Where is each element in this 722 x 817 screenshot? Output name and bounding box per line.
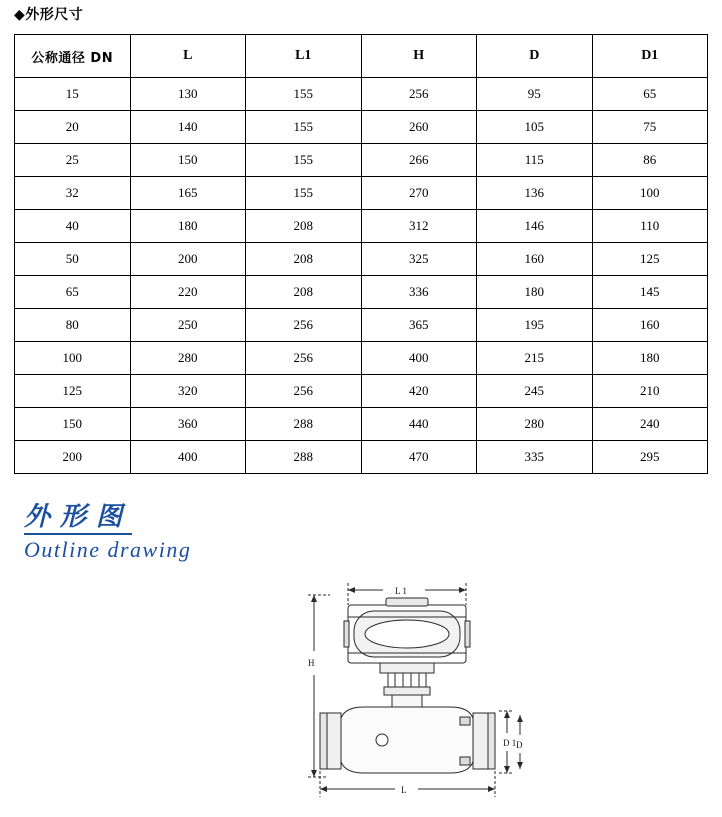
cell-l: 400 xyxy=(130,441,246,474)
cell-dn: 20 xyxy=(15,111,131,144)
cell-h: 336 xyxy=(361,276,477,309)
cell-d1: 180 xyxy=(592,342,708,375)
page-title: ◆外形尺寸 xyxy=(14,7,84,23)
cell-dn: 80 xyxy=(15,309,131,342)
cell-dn: 100 xyxy=(15,342,131,375)
cell-l1: 155 xyxy=(246,177,362,210)
cell-h: 400 xyxy=(361,342,477,375)
cell-d: 245 xyxy=(477,375,593,408)
cell-dn: 32 xyxy=(15,177,131,210)
table-row xyxy=(15,441,708,474)
table-row xyxy=(15,177,708,210)
cell-h: 470 xyxy=(361,441,477,474)
cell-d1: 145 xyxy=(592,276,708,309)
outline-title-cn: 外形图 xyxy=(24,502,132,535)
cell-l1: 208 xyxy=(246,210,362,243)
column-header-l: L xyxy=(130,35,246,78)
cell-d: 180 xyxy=(477,276,593,309)
column-header-h: H xyxy=(361,35,477,78)
cell-dn: 125 xyxy=(15,375,131,408)
cell-l: 200 xyxy=(130,243,246,276)
cell-l1: 256 xyxy=(246,375,362,408)
cell-h: 325 xyxy=(361,243,477,276)
cell-dn: 65 xyxy=(15,276,131,309)
cell-dn: 50 xyxy=(15,243,131,276)
dimension-label-l: L xyxy=(401,785,407,795)
table-row xyxy=(15,309,708,342)
dimension-label-d: D xyxy=(516,740,523,750)
cell-d1: 65 xyxy=(592,78,708,111)
cell-l: 220 xyxy=(130,276,246,309)
cell-d1: 125 xyxy=(592,243,708,276)
cell-h: 312 xyxy=(361,210,477,243)
cell-l: 150 xyxy=(130,144,246,177)
cell-d: 95 xyxy=(477,78,593,111)
cell-d1: 160 xyxy=(592,309,708,342)
cell-l1: 256 xyxy=(246,309,362,342)
table-row xyxy=(15,111,708,144)
cell-dn: 200 xyxy=(15,441,131,474)
table-row xyxy=(15,408,708,441)
table-row xyxy=(15,144,708,177)
cell-d1: 75 xyxy=(592,111,708,144)
cell-d1: 210 xyxy=(592,375,708,408)
cell-l: 320 xyxy=(130,375,246,408)
dimension-label-d1: D 1 xyxy=(503,738,517,748)
column-header-d: D xyxy=(477,35,593,78)
cell-l1: 208 xyxy=(246,243,362,276)
dimensions-table xyxy=(14,34,708,474)
table-header-row xyxy=(15,35,708,78)
cell-h: 256 xyxy=(361,78,477,111)
cell-l: 130 xyxy=(130,78,246,111)
column-header-l1: L1 xyxy=(246,35,362,78)
cell-l1: 288 xyxy=(246,408,362,441)
table-row xyxy=(15,342,708,375)
cell-l: 280 xyxy=(130,342,246,375)
cell-d: 105 xyxy=(477,111,593,144)
cell-dn: 150 xyxy=(15,408,131,441)
table-row xyxy=(15,243,708,276)
dimension-label-l1: L 1 xyxy=(395,586,407,596)
outline-drawing-title xyxy=(24,502,191,563)
cell-l1: 256 xyxy=(246,342,362,375)
cell-dn: 25 xyxy=(15,144,131,177)
outline-title-en: Outline drawing xyxy=(24,537,192,562)
cell-d: 215 xyxy=(477,342,593,375)
cell-l: 360 xyxy=(130,408,246,441)
cell-d1: 295 xyxy=(592,441,708,474)
cell-d: 136 xyxy=(477,177,593,210)
cell-h: 270 xyxy=(361,177,477,210)
cell-d: 195 xyxy=(477,309,593,342)
table-row xyxy=(15,78,708,111)
cell-dn: 15 xyxy=(15,78,131,111)
cell-l: 180 xyxy=(130,210,246,243)
valve-outline-svg xyxy=(300,565,560,810)
cell-l1: 155 xyxy=(246,78,362,111)
cell-l1: 155 xyxy=(246,111,362,144)
cell-d: 146 xyxy=(477,210,593,243)
cell-h: 365 xyxy=(361,309,477,342)
cell-h: 266 xyxy=(361,144,477,177)
cell-d: 115 xyxy=(477,144,593,177)
outline-drawing-figure xyxy=(300,565,560,810)
cell-d: 160 xyxy=(477,243,593,276)
cell-l: 165 xyxy=(130,177,246,210)
cell-d: 335 xyxy=(477,441,593,474)
cell-h: 440 xyxy=(361,408,477,441)
cell-l: 140 xyxy=(130,111,246,144)
cell-d: 280 xyxy=(477,408,593,441)
cell-l1: 155 xyxy=(246,144,362,177)
cell-d1: 110 xyxy=(592,210,708,243)
column-header-d1: D1 xyxy=(592,35,708,78)
cell-l1: 288 xyxy=(246,441,362,474)
cell-h: 420 xyxy=(361,375,477,408)
table-row xyxy=(15,276,708,309)
cell-d1: 100 xyxy=(592,177,708,210)
cell-d1: 240 xyxy=(592,408,708,441)
table-row xyxy=(15,210,708,243)
dimension-label-h: H xyxy=(308,658,315,668)
cell-dn: 40 xyxy=(15,210,131,243)
column-header-dn: 公称通径 DN xyxy=(15,35,131,78)
cell-d1: 86 xyxy=(592,144,708,177)
cell-l1: 208 xyxy=(246,276,362,309)
cell-l: 250 xyxy=(130,309,246,342)
cell-h: 260 xyxy=(361,111,477,144)
table-row xyxy=(15,375,708,408)
